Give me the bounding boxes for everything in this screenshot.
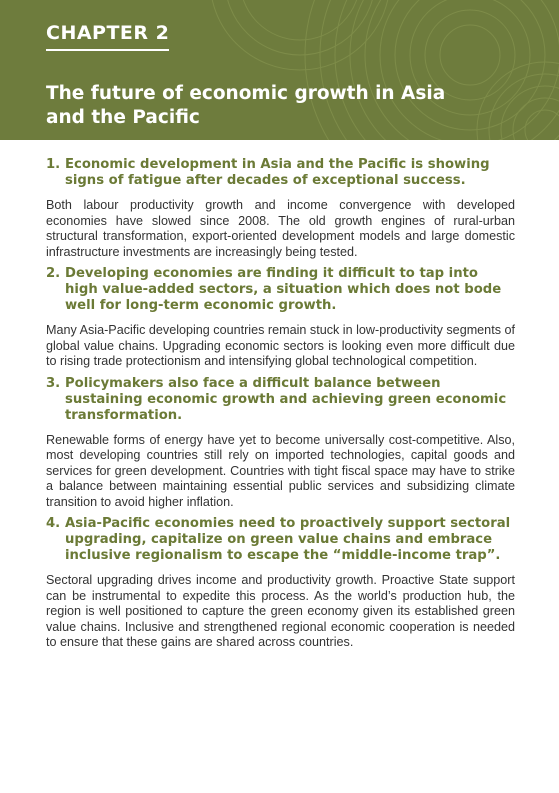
summary-point-4 <box>46 516 515 651</box>
point-body: Sectoral upgrading drives income and productivity growth. Proactive State support can be instrumental to expedite this process. As the world’s production hub, the region is well positioned to capture the green economy given its established green value chains. Inclusive and strengthened regional economic cooperation is needed to ensure that these gains are shared across countries. <box>46 573 515 649</box>
summary-points <box>46 157 515 657</box>
point-number: 3. <box>46 375 61 391</box>
point-heading <box>46 376 515 424</box>
chapter-label: CHAPTER 2 <box>46 22 169 51</box>
point-number: 1. <box>46 157 61 172</box>
summary-point-1 <box>46 157 515 260</box>
point-heading-text: Developing economies are finding it difficult to tap into high value-added sectors, a situation which does not bode well for long-term economic growth. <box>65 266 502 313</box>
point-body: Renewable forms of energy have yet to become universally cost-competitive. Also, most developing countries still rely on imported technologies, capital goods and services for green development. Countries with tight fiscal space may have to strike a balance between maintaining essential public services and subsidizing climate transition to avoid higher inflation. <box>46 432 515 509</box>
summary-point-3 <box>46 376 515 511</box>
summary-point-2 <box>46 266 515 370</box>
point-number: 2. <box>46 266 61 281</box>
point-heading-text: Economic development in Asia and the Pacific is showing signs of fatigue after decades of exceptional success. <box>65 157 490 188</box>
chapter-header <box>0 0 559 140</box>
point-heading <box>46 516 515 564</box>
point-body: Both labour productivity growth and income convergence with developed economies have slowed since 2008. The old growth engines of rural-urban structural transformation, export-oriented development models and large domestic infrastructure investments are increasingly being tested. <box>46 198 515 259</box>
point-heading-text: Asia-Pacific economies need to proactively support sectoral upgrading, capitalize on green value chains and embrace inclusive regionalism to escape the “middle-income trap”. <box>65 516 511 563</box>
point-body: Many Asia-Pacific developing countries remain stuck in low-productivity segments of global value chains. Upgrading economic sectors is looking even more difficult due to rising trade protectionism and intensifying global technological competition. <box>46 323 515 368</box>
point-number: 4. <box>46 516 61 531</box>
page-title: The future of economic growth in Asia and the Pacific <box>46 83 446 128</box>
point-heading <box>46 266 515 314</box>
point-heading <box>46 157 515 189</box>
point-heading-text: Policymakers also face a difficult balance between sustaining economic growth and achieving green economic transformation. <box>65 375 507 423</box>
